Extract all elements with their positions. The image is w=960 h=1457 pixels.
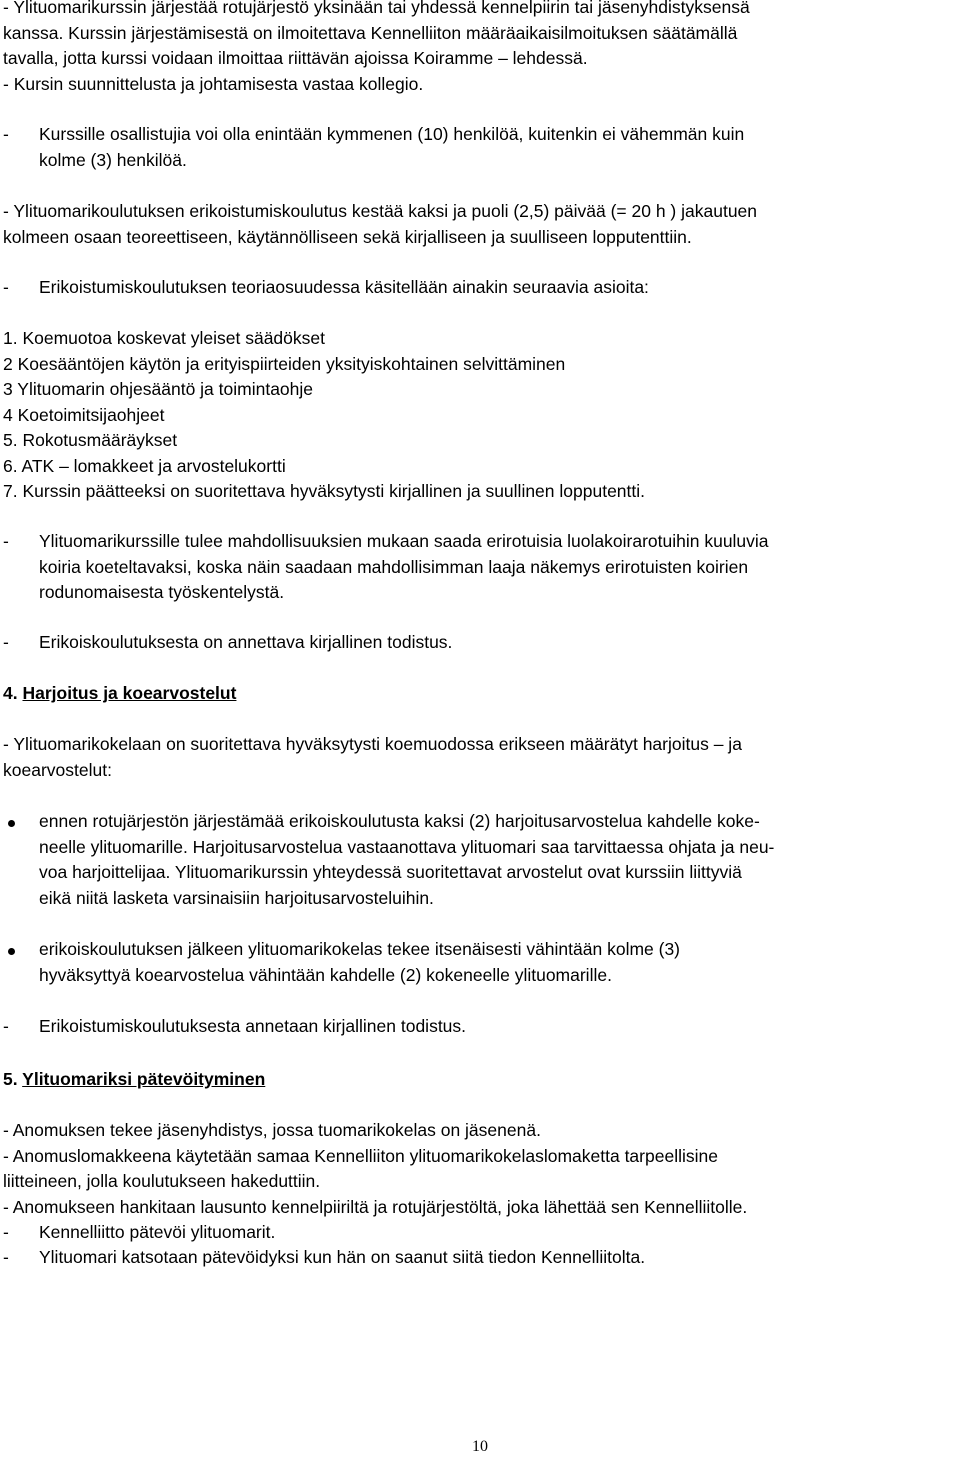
bullet-item: [3, 937, 948, 988]
dash-marker: -: [3, 531, 9, 551]
section-5-dash-item: [3, 1245, 948, 1271]
dash-marker: -: [3, 277, 9, 297]
section-5-heading: [3, 1067, 948, 1093]
section-4-intro: [3, 732, 948, 783]
section-number: 4.: [3, 683, 18, 703]
theory-intro: [3, 275, 948, 301]
text-line: - Ylituomarikoulutuksen erikoistumiskoulutus kestää kaksi ja puoli (2,5) päivää (= 20 h ) jakautuen: [3, 201, 758, 221]
participants-paragraph: [3, 122, 948, 173]
section-title: Ylituomariksi pätevöityminen: [22, 1069, 266, 1089]
dash-marker: -: [3, 632, 9, 652]
text-line: - Anomukseen hankitaan lausunto kennelpiiriltä ja rotujärjestöltä, joka lähettää sen Kennelliitolle.: [3, 1196, 748, 1217]
text-line: Ylituomari katsotaan pätevöidyksi kun hän on saanut siitä tiedon Kennelliitolta.: [39, 1247, 646, 1267]
theory-topics-list: [3, 326, 948, 505]
text-line: Erikoistumiskoulutuksesta annetaan kirjallinen todistus.: [39, 1016, 467, 1036]
section-title: Harjoitus ja koearvostelut: [22, 683, 237, 703]
text-line: - Ylituomarikurssin järjestää rotujärjestö yksinään tai yhdessä kennelpiirin tai jäsenyhdistyksensä: [3, 0, 750, 17]
text-line: koearvostelut:: [3, 759, 112, 780]
text-line: - Ylituomarikokelaan on suoritettava hyväksytysti koemuodossa erikseen määrätyt harjoitus – ja: [3, 734, 742, 754]
dash-marker: -: [3, 1222, 9, 1242]
text-line: eikä niitä lasketa varsinaisiin harjoitusarvosteluihin.: [39, 887, 434, 908]
dash-marker: -: [3, 1247, 9, 1267]
section-4-heading: [3, 681, 948, 707]
text-line: Kurssille osallistujia voi olla enintään kymmenen (10) henkilöä, kuitenkin ei vähemmän kuin: [39, 124, 745, 144]
training-duration-paragraph: [3, 199, 948, 250]
text-line: tavalla, jotta kurssi voidaan ilmoittaa riittävän ajoissa Koiramme – lehdessä.: [3, 48, 588, 68]
text-line: Erikoistumiskoulutuksen teoriaosuudessa käsitellään ainakin seuraavia asioita:: [39, 277, 649, 297]
text-line: Ylituomarikurssille tulee mahdollisuuksien mukaan saada erirotuisia luolakoirarotuihin kuuluvia: [39, 531, 769, 551]
section-5-items: [3, 1118, 948, 1220]
page-number: 10: [472, 1438, 488, 1455]
text-line: - Anomuksen tekee jäsenyhdistys, jossa tuomarikokelas on jäsenenä.: [3, 1120, 541, 1140]
text-line: liitteineen, jolla koulutukseen hakeduttiin.: [3, 1171, 321, 1191]
list-item: 5. Rokotusmääräykset: [3, 430, 178, 450]
text-line: - Kursin suunnittelusta ja johtamisesta vastaa kollegio.: [3, 73, 424, 94]
text-line: ennen rotujärjestön järjestämää erikoiskoulutusta kaksi (2) harjoitusarvostelua kahdelle koke-: [39, 811, 760, 831]
text-line: koiria koeteltavaksi, koska näin saadaan mahdollisimman laaja näkemys erirotuisten koirien: [39, 556, 749, 577]
text-line: hyväksyttyä koearvostelua vähintään kahdelle (2) kokeneelle ylituomarille.: [39, 964, 612, 985]
rare-breeds-paragraph: [3, 529, 948, 606]
list-item: 1. Koemuotoa koskevat yleiset säädökset: [3, 328, 325, 348]
bullet-marker: [6, 937, 26, 963]
bullet-marker: [6, 809, 26, 835]
text-line: erikoiskoulutuksen jälkeen ylituomarikokelas tekee itsenäisesti vähintään kolme (3): [39, 939, 681, 959]
certificate-paragraph: [3, 1014, 948, 1040]
dash-marker: -: [3, 124, 9, 144]
text-line: neelle ylituomarille. Harjoitusarvostelua vastaanottava ylituomari saa tarvittaessa ohjata ja neu-: [39, 836, 775, 857]
list-item: 4 Koetoimitsijaohjeet: [3, 404, 165, 425]
list-item: 2 Koesääntöjen käytön ja erityispiirteiden yksityiskohtainen selvittäminen: [3, 353, 566, 374]
text-line: voa harjoittelijaa. Ylituomarikurssin yhteydessä suoritettavat arvostelut ovat kurssiin liittyviä: [39, 862, 742, 882]
list-item: 3 Ylituomarin ohjesääntö ja toimintaohje: [3, 379, 314, 399]
text-line: kolmeen osaan teoreettiseen, käytännölliseen sekä kirjalliseen ja suulliseen lopputenttiin.: [3, 226, 692, 247]
dash-marker: -: [3, 1016, 9, 1036]
certificate-paragraph: [3, 630, 948, 656]
list-item: 7. Kurssin päätteeksi on suoritettava hyväksytysti kirjallinen ja suullinen lopputentti.: [3, 481, 646, 501]
text-line: Kennelliitto pätevöi ylituomarit.: [39, 1222, 276, 1242]
text-line: - Anomuslomakkeena käytetään samaa Kennelliiton ylituomarikokelaslomaketta tarpeellisine: [3, 1145, 718, 1166]
section-number: 5.: [3, 1069, 18, 1089]
bullet-item: [3, 809, 948, 911]
section-5-dash-item: [3, 1220, 948, 1246]
text-line: rodunomaisesta työskentelystä.: [39, 582, 285, 602]
organizer-paragraph: [3, 0, 948, 97]
list-item: 6. ATK – lomakkeet ja arvostelukortti: [3, 455, 286, 476]
text-line: Erikoiskoulutuksesta on annettava kirjallinen todistus.: [39, 632, 453, 652]
text-line: kanssa. Kurssin järjestämisestä on ilmoitettava Kennelliiton määräaikaisilmoituksen säätämällä: [3, 22, 738, 43]
text-line: kolme (3) henkilöä.: [39, 149, 187, 170]
